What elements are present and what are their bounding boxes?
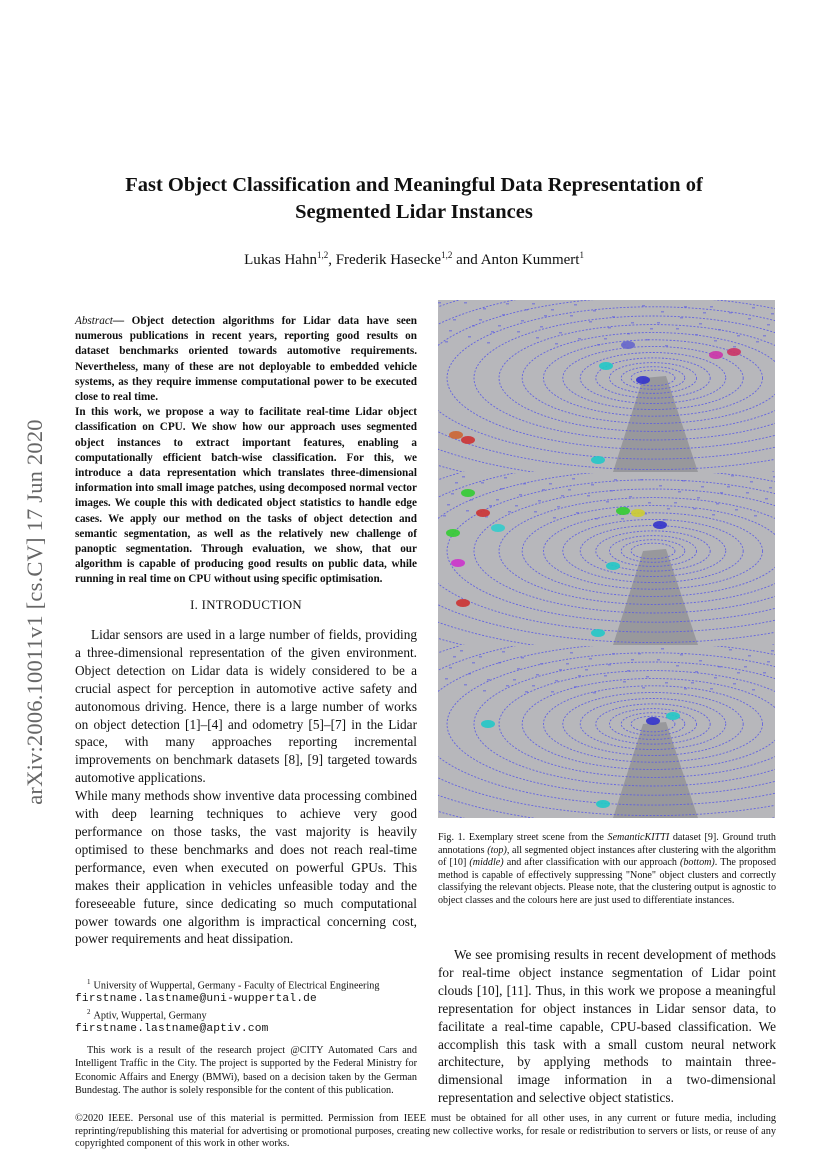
building-points [538,500,541,502]
building-points [676,328,679,330]
building-points [627,333,630,335]
figure-caption [438,832,776,908]
building-points [748,655,751,657]
author-name: Lukas Hahn [244,252,317,268]
building-points [451,493,454,495]
building-points [695,334,698,336]
building-points [487,679,490,681]
building-points [523,483,526,485]
abstract-paragraph [75,314,417,405]
building-points [663,519,666,521]
building-points [731,475,734,477]
abstract-label: Abstract [75,315,113,327]
building-points [735,509,738,511]
object-instance [621,341,635,349]
arxiv-stamp-text: arXiv:2006.10011v1 [cs.CV] 17 Jun 2020 [22,419,47,805]
lidar-panel-top [438,300,775,472]
abstract-text: Object detection algorithms for Lidar data have seen numerous publications in recent years, reporting good results on dataset benchmarks oriented towards automotive requirements. Nevertheless, many of these are not deployable to embedded vehicle systems, as they require immense computational power to be executed close to real time. [75,315,417,404]
copyright-symbol: © [75,1113,83,1124]
building-points [604,338,607,340]
building-points [483,690,486,692]
building-points [771,313,774,315]
object-instance [636,376,650,384]
object-instance [666,712,680,720]
building-points [568,489,571,491]
object-instance [461,436,475,444]
building-points [695,671,698,673]
building-points [453,656,456,658]
building-points [718,329,721,331]
caption-italic: (middle) [469,857,504,869]
building-points [674,502,677,504]
footnotes [75,976,417,1097]
building-points [763,335,766,337]
building-points [716,503,719,505]
building-points [572,478,575,480]
building-points [597,344,600,346]
building-points [445,678,448,680]
caption-text: , all segmented object instances after clustering with the algorithm of [10] [438,844,776,869]
building-points [769,487,772,489]
building-points [699,660,702,662]
building-points [521,320,524,322]
building-points [553,517,556,519]
building-points [540,663,543,665]
project-note: This work is a result of the research project @CITY Automated Cars and Intelligent Traffic in the City. The project is supported by the Federal Ministry for Economic Affairs and Energy (BMWi), based on a decision taken by the German Bundestag. The author is solely responsible for the content of this publication. [75,1044,417,1096]
building-points [610,490,613,492]
object-instance [631,509,645,517]
building-points [481,482,484,484]
building-points [578,338,581,340]
building-points [449,667,452,669]
object-instance [616,507,630,515]
building-points [746,492,749,494]
building-points [593,310,596,312]
footnote-email: firstname.lastname@uni-wuppertal.de [75,992,317,1005]
building-points [680,654,683,656]
building-points [578,675,581,677]
object-instance [606,562,620,570]
building-points [661,648,664,650]
building-points [682,480,685,482]
building-points [665,682,668,684]
building-points [502,651,505,653]
building-points [483,308,486,310]
building-points [773,476,775,478]
building-points [638,653,641,655]
building-points [593,692,596,694]
object-instance [646,717,660,725]
footnote-text: Aptiv, Wuppertal, Germany [93,1010,207,1022]
building-points [555,343,558,345]
building-points [627,670,630,672]
object-instance [596,800,610,808]
building-points [557,506,560,508]
building-points [587,495,590,497]
building-points [536,337,539,339]
building-points [661,311,664,313]
scene-background [438,300,775,472]
building-points [540,326,543,328]
building-points [604,675,607,677]
object-instance [449,431,463,439]
building-points [551,309,554,311]
section-heading: I. INTRODUCTION [190,598,302,612]
arxiv-stamp [14,362,56,862]
building-points [595,518,598,520]
caption-italic: SemanticKITTI [607,832,670,843]
body-paragraph: While many methods show inventive data processing combined with deep learning techniques to achieve very good performance on those tasks, the vast majority is heavily optimised to these benchmarks and does not reach real-time performance, even when executed on powerful GPUs. This makes their application in vehicles unfeasible today and the foreseeable future, since dedicating so much computational power towards one algorithm is impractical concerning cost, power requirements and heat dissipation. [75,788,417,947]
object-instance [456,599,470,607]
building-points [771,650,774,652]
building-points [502,314,505,316]
building-points [455,482,458,484]
building-points [508,511,511,513]
building-points [591,484,594,486]
building-points [714,340,717,342]
building-points [519,494,522,496]
building-points [532,685,535,687]
body-paragraph: We see promising results in recent development of methods for real-time object instance segmentation of Lidar point clouds [10], [11]. Thus, in this work we propose a meaningful representation for object instances in Lidar sensor data, to facilitate a real-time capable, CPU-based classification. We accomplish this task with a small custom neural network architecture, by applying methods to maintain three-dimensional image information in a two-dimensional representation and selective object statistics. [438,947,776,1106]
building-points [504,477,507,479]
building-points [744,666,747,668]
building-points [657,659,660,661]
building-points [710,306,713,308]
author-name: Frederik Hasecke [335,252,442,268]
author-affiliation: 1,2 [441,250,453,260]
caption-label: Fig. 1. [438,832,466,843]
caption-text: Exemplary street scene from the [465,832,608,843]
building-points [532,303,535,305]
building-points [498,325,501,327]
building-points [631,659,634,661]
building-points [765,498,768,500]
building-points [693,508,696,510]
building-points [646,676,649,678]
building-points [500,488,503,490]
object-instance [491,524,505,532]
building-points [506,303,509,305]
author-separator: , [328,252,336,268]
object-instance [591,629,605,637]
building-points [468,673,471,675]
paper-title [60,172,768,226]
footnote-text: University of Wuppertal, Germany - Faculty of Electrical Engineering [93,980,380,992]
building-points [648,502,651,504]
building-points [585,669,588,671]
building-points [712,514,715,516]
building-points [449,330,452,332]
building-points [697,497,700,499]
building-points [631,322,634,324]
object-instance [481,720,495,728]
building-points [574,686,577,688]
building-points [699,323,702,325]
author-list [60,250,768,269]
abstract-paragraph: In this work, we propose a way to facilitate real-time Lidar object classification on CPU. We show how our approach uses segmented object instances to extract important features, enabling a computationally efficient batch-wise classification. For this, we introduce a data representation which translates three-dimensional information into small image patches, using decomposed normal vector images. We couple this with dedicated object statistics to handle edge cases. We apply our method on the tasks of object detection and semantic segmentation, as well as the relatively new challenge of panoptic segmentation. Through evaluation, we show, that our algorithm is capable of producing good results on public data, while running in real time on CPU without using specific optimisation. [75,406,417,586]
building-points [472,325,475,327]
building-points [521,657,524,659]
building-points [466,510,469,512]
building-points [729,649,732,651]
building-points [608,327,611,329]
copyright-notice [75,1113,776,1151]
building-points [621,518,624,520]
building-points [606,501,609,503]
building-points [589,321,592,323]
building-points [566,663,569,665]
author-affiliation: 1 [579,250,584,260]
abstract-dash: — [112,315,132,327]
lidar-panel-bottom [438,646,775,818]
object-instance [461,489,475,497]
author-affiliation: 1,2 [316,250,329,260]
object-instance [653,521,667,529]
building-points [640,479,643,481]
caption-text: dataset [9]. Ground truth annotations [438,832,776,856]
building-points [748,318,751,320]
building-points [513,679,516,681]
building-points [551,691,554,693]
building-points [445,341,448,343]
footnote-1 [75,976,417,993]
author-separator: and [452,252,481,268]
building-points [544,315,547,317]
building-points [462,476,465,478]
right-column-text [438,946,776,1107]
building-points [646,339,649,341]
building-points [517,668,520,670]
title-line-1: Fast Object Classification and Meaningful Data Representation of [125,174,703,196]
building-points [733,346,736,348]
building-points [754,515,757,517]
title-line-2: Segmented Lidar Instances [295,201,533,223]
building-points [691,682,694,684]
building-points [684,688,687,690]
building-points [589,658,592,660]
caption-text: and after classification with our approach [503,857,680,869]
building-points [464,684,467,686]
building-points [678,491,681,493]
building-points [718,666,721,668]
building-points [629,496,632,498]
building-points [767,324,770,326]
building-points [623,681,626,683]
caption-text: . The proposed method is capable of effectively suppressing "None" object clusters and correctly classifying the relevant objects. Please note, that the clustering output is agnostic to object classes and the colours here are just used to differentiate instances. [438,857,776,906]
building-points [496,499,499,501]
object-instance [599,362,613,370]
body-paragraph: Lidar sensors are used in a large number of fields, providing a three-dimensional representation of the given environment. Object detection on Lidar data is widely considered to be a crucial aspect for perception in automotive active safety and autonomous driving. Hence, there is a large number of works on object detection [1]–[4] and odometry [5]–[7] in the Lidar space, with many approaches reporting incremental improvements on benchmark datasets [8], [9] targeted towards automotive applications. [75,627,417,786]
footnote-2 [75,1006,417,1023]
building-points [657,322,660,324]
building-points [470,499,473,501]
building-points [608,664,611,666]
building-points [612,316,615,318]
building-points [506,685,509,687]
building-points [468,336,471,338]
building-points [491,331,494,333]
building-points [453,319,456,321]
introduction-text [75,626,417,948]
author-name: Anton Kummert [480,252,580,268]
building-points [549,483,552,485]
building-points [680,317,683,319]
building-points [667,508,670,510]
object-instance [727,348,741,356]
copyright-text: 2020 IEEE. Personal use of this material is permitted. Permission from IEEE must be obtained for all other uses, in any current or future media, including reprinting/republishing this material for advertising or promotional purposes, creating new collective works, for resale or redistribution to servers or lists, or reuse of any copyrighted component of this work in other works. [75,1113,776,1149]
building-points [710,688,713,690]
object-instance [591,456,605,464]
building-points [479,656,482,658]
building-points [525,691,528,693]
building-points [487,342,490,344]
abstract [75,314,417,588]
building-points [612,653,615,655]
building-points [642,687,645,689]
building-points [472,662,475,664]
building-points [460,650,463,652]
building-points [498,662,501,664]
building-points [767,661,770,663]
figure-lidar-scenes [438,300,775,818]
building-points [559,332,562,334]
building-points [542,489,545,491]
building-points [614,479,617,481]
object-instance [476,509,490,517]
building-points [464,302,467,304]
building-points [534,511,537,513]
building-points [570,652,573,654]
building-points [703,312,706,314]
building-points [729,312,732,314]
caption-italic: (bottom) [680,857,715,869]
building-points [752,307,755,309]
footnote-mark: 2 [87,1007,91,1016]
building-points [576,512,579,514]
building-points [517,331,520,333]
building-points [650,328,653,330]
footnote-email: firstname.lastname@aptiv.com [75,1022,269,1035]
object-instance [451,559,465,567]
building-points [570,315,573,317]
lidar-panel-middle [438,473,775,645]
scene-background [438,473,775,645]
building-points [642,305,645,307]
building-points [684,306,687,308]
building-points [737,672,740,674]
building-points [750,481,753,483]
building-points [574,304,577,306]
building-points [447,504,450,506]
building-points [561,495,564,497]
building-points [752,689,755,691]
building-points [515,505,518,507]
object-instance [709,351,723,359]
building-points [701,486,704,488]
building-points [720,492,723,494]
caption-italic: (top) [487,844,507,856]
building-points [714,677,717,679]
building-points [479,319,482,321]
building-points [665,345,668,347]
scene-background [438,646,775,818]
building-points [659,485,662,487]
building-points [727,486,730,488]
building-points [756,341,759,343]
building-points [489,505,492,507]
building-points [763,672,766,674]
building-points [559,669,562,671]
building-points [737,335,740,337]
building-points [733,683,736,685]
footnote-mark: 1 [87,978,91,986]
object-instance [446,529,460,537]
building-points [536,674,539,676]
building-points [676,665,679,667]
building-points [555,680,558,682]
building-points [443,515,446,517]
building-points [438,302,441,304]
building-points [525,309,528,311]
